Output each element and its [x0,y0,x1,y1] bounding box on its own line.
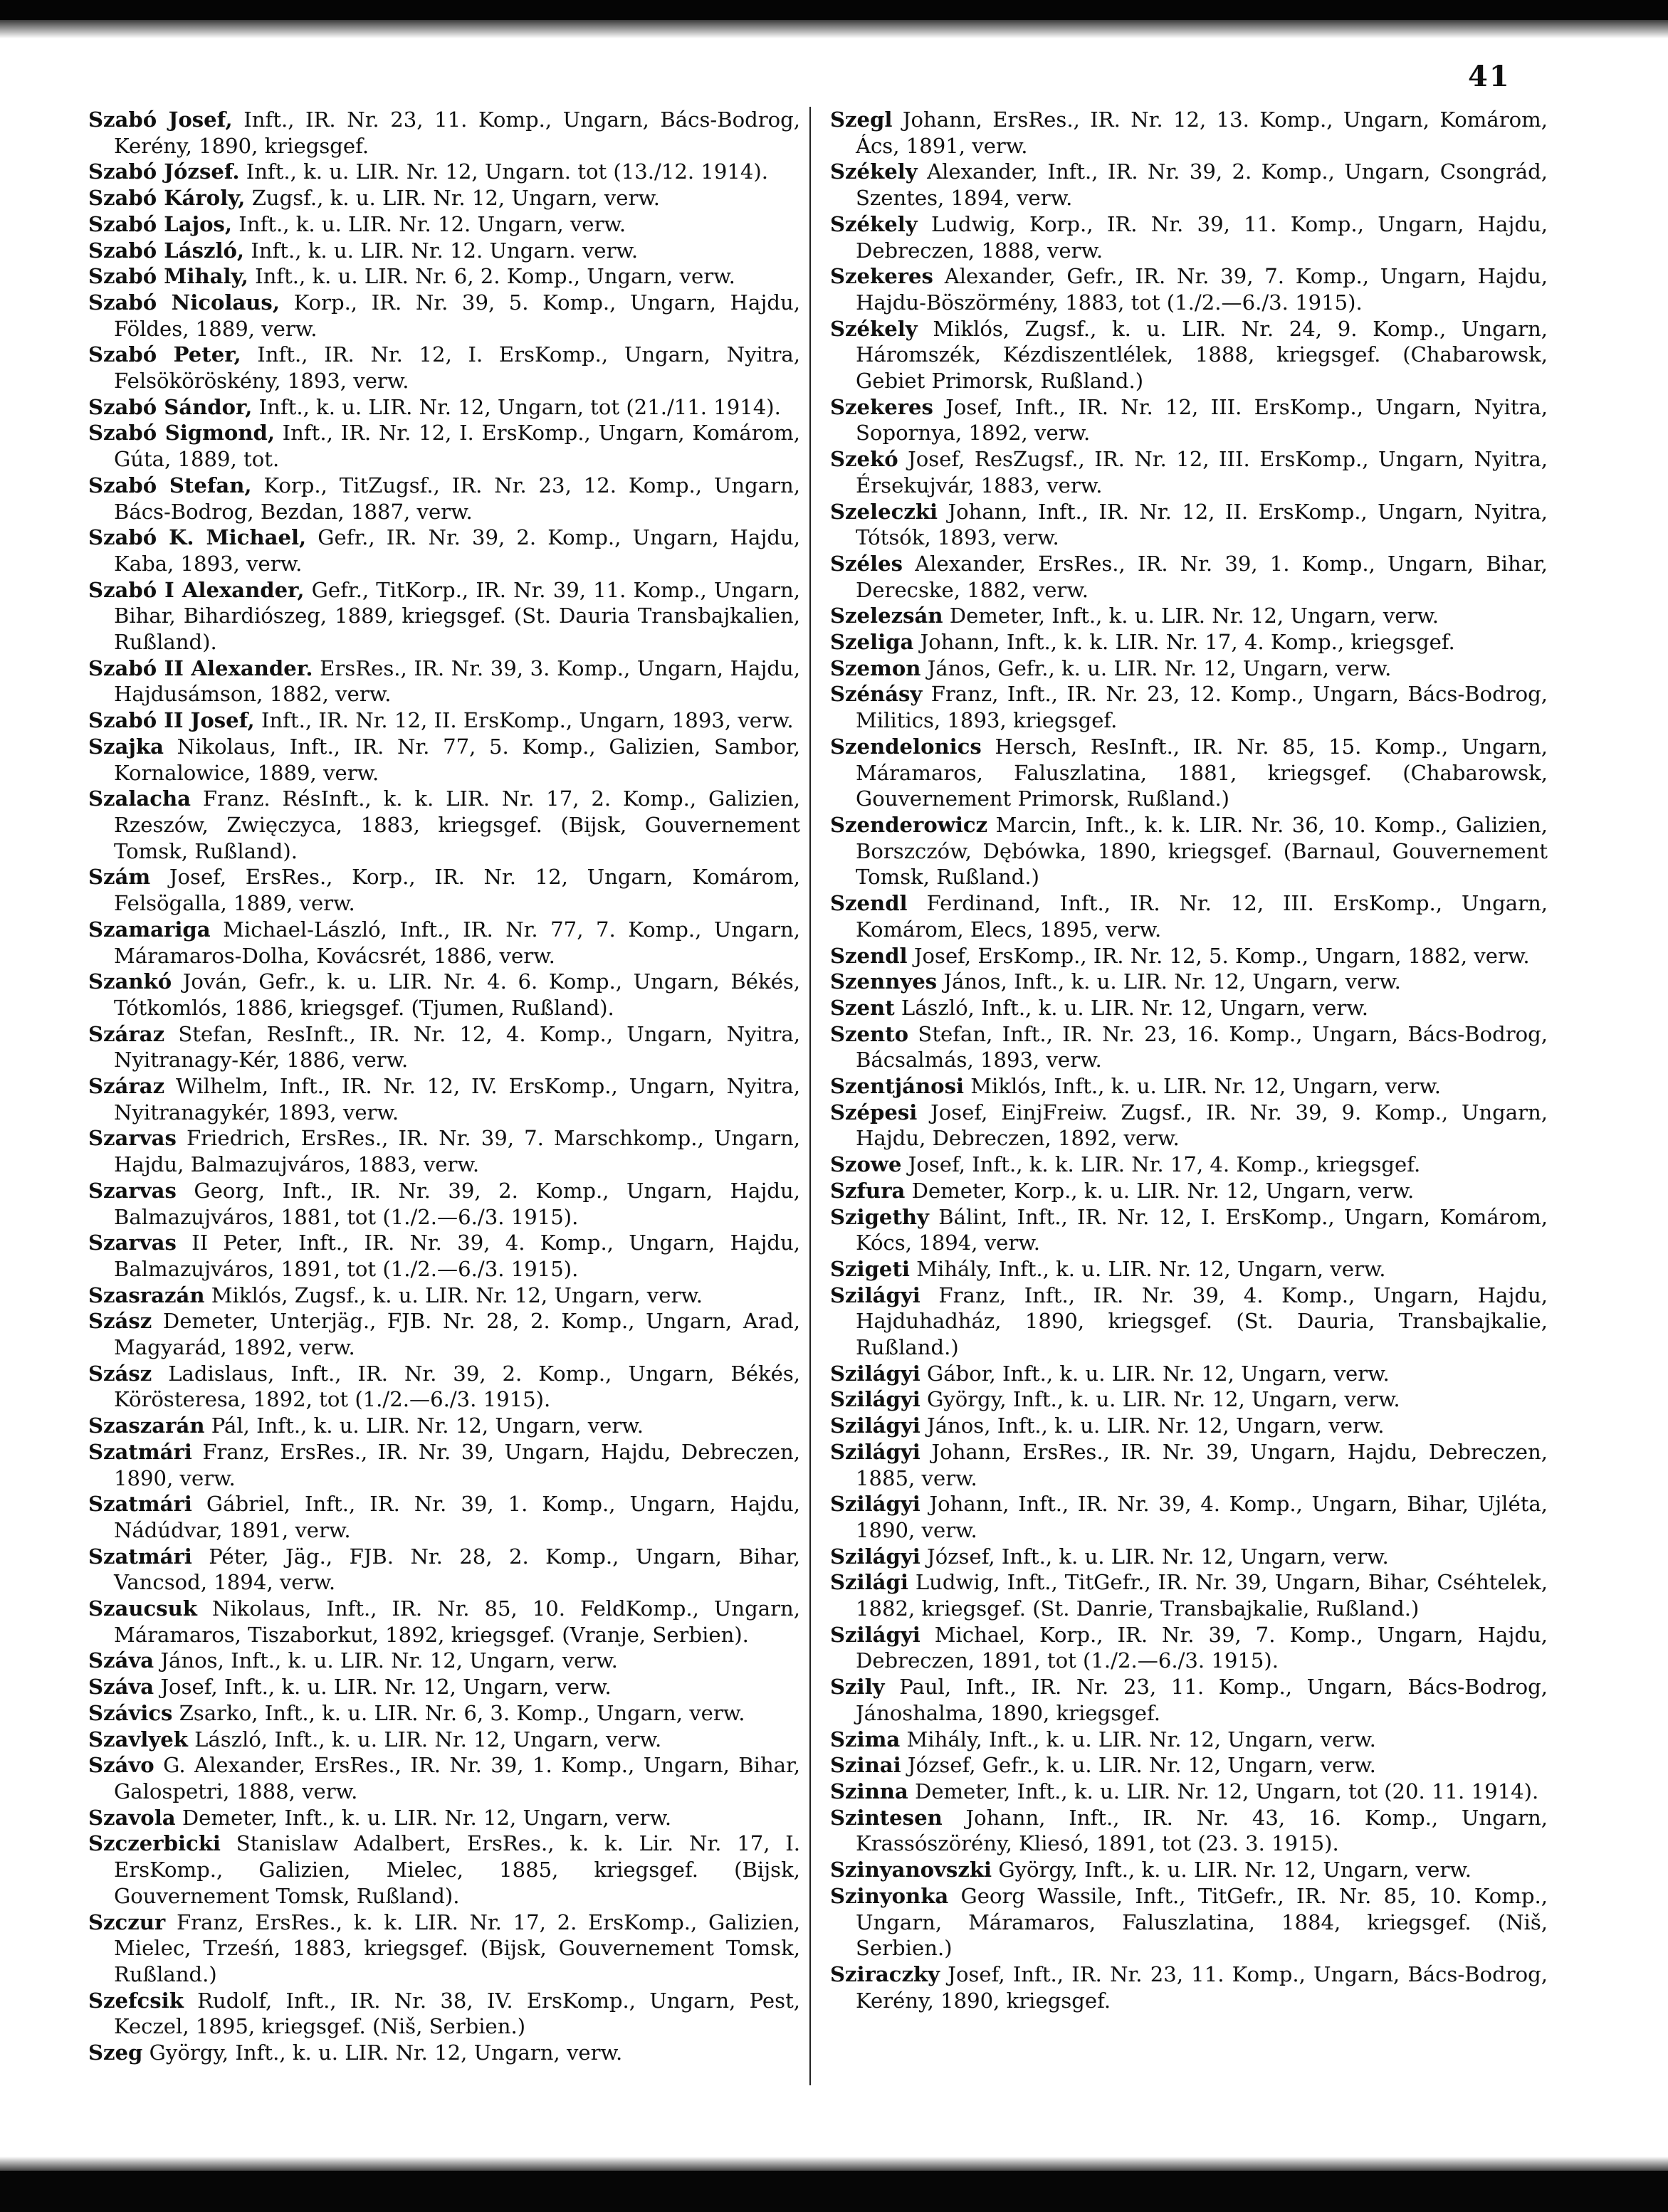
entry-name: Szabó Sigmond, [88,421,275,446]
entry-details: Josef, ErsKomp., IR. Nr. 12, 5. Komp., Ungarn, 1882, verw. [913,943,1530,968]
list-item [830,1152,1548,1178]
entry-details: Marcin, Inft., k. k. LIR. Nr. 36, 10. Komp., Galizien, Borszczów, Dębówka, 1890, kriegsgef. (Barnaul, Gouvernement Tomsk, Rußland.) [856,812,1548,890]
entry-name: Szaszarán [88,1413,205,1438]
list-item [88,1125,800,1177]
entry-details: Franz, Inft., IR. Nr. 39, 4. Komp., Ungarn, Hajdu, Hajduhadház, 1890, kriegsgef. (St. Dauria, Transbajkalie, Rußland.) [856,1283,1548,1360]
entry-details: György, Inft., k. u. LIR. Nr. 12, Ungarn, verw. [927,1387,1400,1412]
entry-name: Szarvas [88,1231,177,1255]
entry-details: Friedrich, ErsRes., IR. Nr. 39, 7. Marschkomp., Ungarn, Hajdu, Balmazujváros, 1883, verw. [114,1126,800,1177]
list-item [830,734,1548,812]
entry-details: György, Inft., k. u. LIR. Nr. 12, Ungarn, verw. [149,2040,623,2065]
entry-name: Szilágyi [830,1622,920,1647]
list-item [88,263,800,290]
entry-details: Josef, EinjFreiw. Zugsf., IR. Nr. 39, 9. Komp., Ungarn, Hajdu, Debreczen, 1892, verw. [856,1100,1548,1151]
entry-name: Szabó László, [88,238,245,263]
entry-name: Szento [830,1021,909,1046]
entry-details: Stanislaw Adalbert, ErsRes., k. k. Lir. Nr. 17, I. ErsKomp., Galizien, Mielec, 1885, kriegsgef. (Bijsk, Gouvernement Tomsk, Rußland). [114,1831,801,1908]
list-item [830,1204,1548,1256]
entry-details: Paul, Inft., IR. Nr. 23, 11. Komp., Ungarn, Bács-Bodrog, Jánoshalma, 1890, kriegsgef. [856,1675,1548,1725]
list-item [830,943,1548,969]
entry-name: Szavlyek [88,1727,188,1752]
list-item [88,577,800,655]
list-item [88,1805,800,1831]
list-item [830,1674,1548,1726]
list-item [830,1857,1548,1883]
list-item [88,969,800,1021]
entry-details: János, Gefr., k. u. LIR. Nr. 12, Ungarn, verw. [927,655,1392,680]
entry-name: Szeg [88,2040,143,2065]
entry-name: Száva [88,1648,154,1673]
entry-name: Szczerbicki [88,1831,221,1856]
entry-name: Szajka [88,734,164,759]
entry-name: Szabó József. [88,159,240,184]
entry-name: Szarvas [88,1126,177,1151]
list-item [830,551,1548,603]
entry-details: László, Inft., k. u. LIR. Nr. 12, Ungarn, verw. [901,995,1368,1020]
entry-details: József, Gefr., k. u. LIR. Nr. 12, Ungarn, verw. [907,1753,1376,1778]
entry-name: Szent [830,995,895,1020]
entry-name: Szigethy [830,1204,929,1229]
entry-details: Stefan, Inft., IR. Nr. 23, 16. Komp., Ungarn, Bács-Bodrog, Bácsalmás, 1893, verw. [856,1021,1548,1073]
list-item [830,1256,1548,1283]
entry-details: Alexander, Inft., IR. Nr. 39, 2. Komp., Ungarn, Csongrád, Szentes, 1894, verw. [856,159,1548,211]
list-item [830,812,1548,890]
entry-name: Szatmári [88,1439,192,1464]
entry-details: Mihály, Inft., k. u. LIR. Nr. 12, Ungarn, verw. [906,1727,1376,1752]
list-item [88,1283,800,1309]
list-item [830,1386,1548,1413]
entry-details: Péter, Jäg., FJB. Nr. 28, 2. Komp., Ungarn, Bihar, Vancsod, 1894, verw. [114,1544,800,1595]
list-item [830,394,1548,446]
column-divider [809,107,811,2085]
entry-name: Széles [830,551,903,576]
entry-details: Korp., IR. Nr. 39, 5. Komp., Ungarn, Hajdu, Földes, 1889, verw. [114,290,801,341]
scan-border-bottom [0,2171,1668,2212]
list-item [88,1021,800,1073]
entry-details: Stefan, ResInft., IR. Nr. 12, 4. Komp., Ungarn, Nyitra, Nyitranagy-Kér, 1886, verw. [114,1021,800,1073]
entry-name: Szilágyi [830,1439,920,1464]
entry-details: Korp., TitZugsf., IR. Nr. 23, 12. Komp., Ungarn, Bács-Bodrog, Bezdan, 1887, verw. [114,473,800,524]
entry-details: Josef, Inft., IR. Nr. 12, III. ErsKomp., Ungarn, Nyitra, Sopornya, 1892, verw. [856,394,1548,446]
list-item [830,499,1548,551]
list-item [830,1622,1548,1674]
list-item [830,1883,1548,1961]
entry-details: Ludwig, Inft., TitGefr., IR. Nr. 39, Ungarn, Bihar, Cséhtelek, 1882, kriegsgef. (St. Danrie, Transbajkalie, Rußland.) [856,1570,1548,1621]
list-item [830,316,1548,394]
entry-details: Zugsf., k. u. LIR. Nr. 12, Ungarn, verw. [251,186,661,211]
entry-details: Inft., k. u. LIR. Nr. 12. Ungarn. verw. [251,238,639,263]
entry-name: Szaucsuk [88,1596,197,1621]
list-item [88,1178,800,1230]
list-item [88,1439,800,1491]
entry-name: Szabó Nicolaus, [88,290,280,315]
entry-name: Szinyonka [830,1883,949,1908]
right-column [830,107,1548,2013]
list-item [88,211,800,238]
entry-name: Szénásy [830,682,923,707]
entry-name: Szennyes [830,969,938,994]
entry-name: Szabó I Alexander, [88,577,305,602]
list-item [88,2040,800,2066]
list-item [88,1413,800,1439]
list-item [88,1308,800,1360]
entry-details: II Peter, Inft., IR. Nr. 39, 4. Komp., Ungarn, Hajdu, Balmazujváros, 1891, tot (1./2.—6./3. 1915). [114,1231,800,1281]
entry-name: Szily [830,1675,885,1700]
list-item [830,1544,1548,1570]
entry-details: Inft., IR. Nr. 12, I. ErsKomp., Ungarn, Nyitra, Felsököröskény, 1893, verw. [114,342,801,394]
entry-details: Georg, Inft., IR. Nr. 39, 2. Komp., Ungarn, Hajdu, Balmazujváros, 1881, tot (1./2.—6./3. 1915). [114,1178,800,1229]
entry-details: Inft., k. u. LIR. Nr. 6, 2. Komp., Ungarn, verw. [255,264,735,289]
entry-details: Johann, Inft., k. k. LIR. Nr. 17, 4. Komp., kriegsgef. [920,630,1455,655]
list-item [830,211,1548,263]
list-item [830,1021,1548,1073]
entry-name: Szenderowicz [830,812,988,837]
list-item [830,1805,1548,1857]
list-item [830,1779,1548,1805]
entry-details: Inft., k. u. LIR. Nr. 12, Ungarn. tot (13./12. 1914). [246,159,768,184]
entry-details: Josef, Inft., k. k. LIR. Nr. 17, 4. Komp., kriegsgef. [908,1152,1421,1177]
list-item [88,1544,800,1596]
entry-name: Szeleczki [830,499,938,524]
list-item [830,1961,1548,2013]
entry-name: Szinai [830,1753,901,1778]
page-number: 41 [1468,60,1511,93]
entry-name: Száva [88,1675,154,1700]
entry-details: Hersch, ResInft., IR. Nr. 85, 15. Komp., Ungarn, Máramaros, Faluszlatina, 1881, kriegsgef. (Chabarowsk, Gouvernement Primorsk, Rußland.) [856,734,1548,811]
entry-name: Szegl [830,107,893,132]
entry-details: Gábriel, Inft., IR. Nr. 39, 1. Komp., Ungarn, Hajdu, Nádúdvar, 1891, verw. [114,1492,800,1542]
entry-details: Demeter, Unterjäg., FJB. Nr. 28, 2. Komp., Ungarn, Arad, Magyarád, 1892, verw. [114,1309,800,1360]
entry-name: Szilágyi [830,1283,920,1307]
entry-name: Szabó Károly, [88,186,246,211]
entry-name: Szatmári [88,1492,192,1517]
list-item [88,473,800,525]
list-item [88,1752,800,1804]
entry-name: Szabó K. Michael, [88,525,307,550]
entry-details: Nikolaus, Inft., IR. Nr. 85, 10. FeldKomp., Ungarn, Máramaros, Tiszaborkut, 1892, kriegsgef. (Vranje, Serbien). [114,1596,800,1647]
entry-name: Szeliga [830,630,914,655]
list-item [88,1491,800,1543]
entry-details: Inft., IR. Nr. 23, 11. Komp., Ungarn, Bács-Bodrog, Kerény, 1890, kriegsgef. [114,107,801,158]
entry-name: Szemon [830,655,921,680]
entry-details: Franz, Inft., IR. Nr. 23, 12. Komp., Ungarn, Bács-Bodrog, Militics, 1893, kriegsgef. [856,682,1548,733]
entry-name: Szász [88,1361,152,1386]
list-item [88,394,800,421]
entry-details: Josef, ErsRes., Korp., IR. Nr. 12, Ungarn, Komárom, Felsögalla, 1889, verw. [114,865,801,916]
entry-name: Szabó Stefan, [88,473,252,497]
entry-name: Szendl [830,891,908,916]
list-item [88,107,800,159]
entry-details: Georg Wassile, Inft., TitGefr., IR. Nr. 85, 10. Komp., Ungarn, Máramaros, Faluszlatina, 1884, kriegsgef. (Niš, Serbien.) [856,1883,1548,1961]
entry-name: Szekó [830,447,898,472]
list-item [88,1727,800,1753]
entry-details: János, Inft., k. u. LIR. Nr. 12, Ungarn, verw. [943,969,1401,994]
list-item [830,107,1548,159]
entry-details: Johann, Inft., IR. Nr. 43, 16. Komp., Ungarn, Krassószörény, Kliesó, 1891, tot (23. 3. 1915). [856,1805,1548,1856]
list-item [88,159,800,185]
entry-details: Ludwig, Korp., IR. Nr. 39, 11. Komp., Ungarn, Hajdu, Debreczen, 1888, verw. [856,211,1548,263]
list-item [830,655,1548,682]
entry-details: Miklós, Zugsf., k. u. LIR. Nr. 12, Ungarn, verw. [211,1283,703,1307]
entry-name: Szatmári [88,1544,192,1569]
entry-name: Szendelonics [830,734,982,759]
list-item [830,1361,1548,1387]
list-item [88,1230,800,1282]
list-item [830,1178,1548,1204]
entry-name: Szabó II Josef, [88,708,255,733]
list-item [88,655,800,707]
list-item [88,290,800,342]
entry-details: Rudolf, Inft., IR. Nr. 38, IV. ErsKomp., Ungarn, Pest, Keczel, 1895, kriegsgef. (Niš, Serbien.) [114,1988,801,2039]
entry-name: Szilágyi [830,1492,920,1517]
scan-border-top [0,0,1668,20]
entry-details: Franz, ErsRes., IR. Nr. 39, Ungarn, Hajdu, Debreczen, 1890, verw. [114,1439,800,1490]
entry-details: János, Inft., k. u. LIR. Nr. 12, Ungarn, verw. [160,1648,618,1673]
entry-details: Mihály, Inft., k. u. LIR. Nr. 12, Ungarn, verw. [916,1256,1386,1281]
list-item [88,1648,800,1674]
entry-details: Gefr., IR. Nr. 39, 2. Komp., Ungarn, Hajdu, Kaba, 1893, verw. [114,525,801,576]
entry-name: Szabó Josef, [88,107,233,132]
entry-details: Josef, ResZugsf., IR. Nr. 12, III. ErsKomp., Ungarn, Nyitra, Érsekujvár, 1883, verw. [856,447,1548,497]
entry-name: Székely [830,211,918,236]
entry-details: Demeter, Inft., k. u. LIR. Nr. 12, Ungarn, verw. [949,604,1439,628]
entry-details: G. Alexander, ErsRes., IR. Nr. 39, 1. Komp., Ungarn, Bihar, Galospetri, 1888, verw. [114,1753,801,1803]
entry-details: Michael-László, Inft., IR. Nr. 77, 7. Komp., Ungarn, Máramaros-Dolha, Kovácsrét, 1886, verw. [114,917,800,968]
list-item [830,1752,1548,1779]
entry-name: Szigeti [830,1256,910,1281]
entry-details: Franz, ErsRes., k. k. LIR. Nr. 17, 2. ErsKomp., Galizien, Mielec, Trześń, 1883, kriegsgef. (Bijsk, Gouvernement Tomsk, Rußland.) [114,1910,801,1986]
entry-name: Szankó [88,969,172,994]
entry-details: Johann, ErsRes., IR. Nr. 39, Ungarn, Hajdu, Debreczen, 1885, verw. [856,1439,1548,1490]
list-item [830,446,1548,498]
list-item [88,864,800,916]
entry-name: Szilági [830,1570,908,1595]
list-item [830,1439,1548,1491]
entry-details: Josef, Inft., k. u. LIR. Nr. 12, Ungarn, verw. [160,1675,612,1700]
entry-details: Alexander, Gefr., IR. Nr. 39, 7. Komp., Ungarn, Hajdu, Hajdu-Böszörmény, 1883, tot (1./2.—6./3. 1915). [856,264,1548,315]
list-item [830,1283,1548,1361]
list-item [88,1361,800,1413]
entry-details: Zsarko, Inft., k. u. LIR. Nr. 6, 3. Komp., Ungarn, verw. [179,1700,745,1725]
entry-name: Szász [88,1309,152,1334]
entry-name: Szávics [88,1700,173,1725]
list-item [830,263,1548,315]
list-item [88,1831,800,1909]
entry-name: Szabó Sándor, [88,394,253,419]
list-item [88,1910,800,1988]
entry-details: Michael, Korp., IR. Nr. 39, 7. Komp., Ungarn, Hajdu, Debreczen, 1891, tot (1./2.—6./3. 1915). [856,1622,1548,1673]
entry-details: József, Inft., k. u. LIR. Nr. 12, Ungarn, verw. [927,1544,1389,1569]
entry-details: Pál, Inft., k. u. LIR. Nr. 12, Ungarn, verw. [211,1413,644,1438]
entry-name: Szabó Mihaly, [88,264,248,289]
list-item [830,603,1548,629]
list-item [88,185,800,211]
list-item [830,1491,1548,1543]
entry-details: Inft., IR. Nr. 12, II. ErsKomp., Ungarn, 1893, verw. [261,708,794,733]
entry-name: Szinna [830,1779,908,1803]
entry-name: Szinyanovszki [830,1858,992,1882]
entry-name: Szabó Lajos, [88,211,233,236]
list-item [88,734,800,786]
scan-shadow-bottom [0,2156,1668,2171]
entry-details: ErsRes., IR. Nr. 39, 3. Komp., Ungarn, Hajdu, Hajdusámson, 1882, verw. [114,655,800,707]
entry-details: Inft., IR. Nr. 12, I. ErsKomp., Ungarn, Komárom, Gúta, 1889, tot. [114,421,800,472]
list-item [88,342,800,394]
entry-details: Bálint, Inft., IR. Nr. 12, I. ErsKomp., Ungarn, Komárom, Kócs, 1894, verw. [856,1204,1548,1255]
entry-details: Johann, Inft., IR. Nr. 12, II. ErsKomp., Ungarn, Nyitra, Tótsók, 1893, verw. [856,499,1548,550]
entry-details: Gefr., TitKorp., IR. Nr. 39, 11. Komp., Ungarn, Bihar, Bihardiószeg, 1889, kriegsgef. (St. Dauria Transbajkalien, Rußland). [114,577,801,655]
entry-details: Miklós, Inft., k. u. LIR. Nr. 12, Ungarn, verw. [970,1074,1442,1099]
entry-name: Sziraczky [830,1961,940,1986]
entry-details: Wilhelm, Inft., IR. Nr. 12, IV. ErsKomp., Ungarn, Nyitra, Nyitranagykér, 1893, verw. [114,1074,800,1125]
list-item [830,629,1548,655]
entry-name: Szekeres [830,394,933,419]
list-item [830,1073,1548,1100]
entry-name: Szabó II Alexander. [88,655,313,680]
entry-name: Szfura [830,1178,906,1203]
entry-name: Szavola [88,1805,176,1830]
entry-details: György, Inft., k. u. LIR. Nr. 12, Ungarn, verw. [998,1858,1472,1882]
entry-details: Gábor, Inft., k. u. LIR. Nr. 12, Ungarn, verw. [927,1361,1390,1386]
entry-details: Alexander, ErsRes., IR. Nr. 39, 1. Komp., Ungarn, Bihar, Derecske, 1882, verw. [856,551,1548,602]
entry-name: Szabó Peter, [88,342,241,367]
entry-details: Josef, Inft., IR. Nr. 23, 11. Komp., Ungarn, Bács-Bodrog, Kerény, 1890, kriegsgef. [856,1961,1548,2013]
list-item [830,1413,1548,1439]
list-item [88,786,800,864]
entry-name: Szilágyi [830,1413,920,1438]
entry-name: Szilágyi [830,1544,920,1569]
entry-details: Ladislaus, Inft., IR. Nr. 39, 2. Komp., Ungarn, Békés, Körösteresa, 1892, tot (1./2.—6./3. 1915). [114,1361,800,1412]
entry-name: Szelezsán [830,604,943,628]
entry-details: Nikolaus, Inft., IR. Nr. 77, 5. Komp., Galizien, Sambor, Kornalowice, 1889, verw. [114,734,801,785]
left-column [88,107,800,2066]
list-item [88,1073,800,1125]
entry-details: Johann, Inft., IR. Nr. 39, 4. Komp., Ungarn, Bihar, Ujléta, 1890, verw. [856,1492,1548,1542]
list-item [830,1100,1548,1152]
entry-details: Demeter, Inft., k. u. LIR. Nr. 12, Ungarn, verw. [182,1805,672,1830]
entry-name: Szczur [88,1910,166,1934]
entry-name: Szilágyi [830,1361,920,1386]
entry-details: János, Inft., k. u. LIR. Nr. 12, Ungarn, verw. [927,1413,1385,1438]
entry-name: Székely [830,159,918,184]
entry-name: Szowe [830,1152,902,1177]
entry-details: László, Inft., k. u. LIR. Nr. 12, Ungarn, verw. [194,1727,662,1752]
entry-details: Johann, ErsRes., IR. Nr. 12, 13. Komp., Ungarn, Komárom, Ács, 1891, verw. [856,107,1548,158]
scan-shadow-top [0,20,1668,38]
list-item [830,890,1548,942]
list-item [88,1674,800,1700]
list-item [88,238,800,264]
entry-name: Szentjánosi [830,1074,965,1099]
entry-name: Szasrazán [88,1283,205,1307]
entry-name: Szima [830,1727,901,1752]
list-item [88,1596,800,1648]
entry-details: Miklós, Zugsf., k. u. LIR. Nr. 24, 9. Komp., Ungarn, Háromszék, Kézdiszentlélek, 1888, kriegsgef. (Chabarowsk, Gebiet Primorsk, Rußland.) [856,316,1548,394]
list-item [88,525,800,576]
list-item [830,969,1548,995]
entry-name: Szépesi [830,1100,918,1125]
list-item [830,1727,1548,1753]
entry-name: Szamariga [88,917,211,942]
list-item [88,1988,800,2040]
list-item [88,420,800,472]
list-item [88,917,800,969]
entry-name: Székely [830,316,918,341]
entry-name: Szarvas [88,1178,177,1203]
entry-details: Inft., k. u. LIR. Nr. 12. Ungarn, verw. [238,211,626,236]
entry-name: Szefcsik [88,1988,184,2013]
entry-name: Szávo [88,1753,154,1778]
list-item [830,159,1548,211]
entry-name: Szintesen [830,1805,943,1830]
list-item [830,681,1548,733]
entry-name: Szám [88,865,151,890]
entry-details: Demeter, Inft., k. u. LIR. Nr. 12, Ungarn, tot (20. 11. 1914). [915,1779,1539,1803]
entry-name: Szendl [830,943,908,968]
entry-details: Jován, Gefr., k. u. LIR. Nr. 4. 6. Komp., Ungarn, Békés, Tótkomlós, 1886, kriegsgef. (Tjumen, Rußland). [114,969,800,1020]
entry-details: Franz. RésInft., k. k. LIR. Nr. 17, 2. Komp., Galizien, Rzeszów, Zwięczyca, 1883, kriegsgef. (Bijsk, Gouvernement Tomsk, Rußland). [114,786,801,863]
entry-name: Szilágyi [830,1387,920,1412]
list-item [830,1569,1548,1621]
entry-details: Ferdinand, Inft., IR. Nr. 12, III. ErsKomp., Ungarn, Komárom, Elecs, 1895, verw. [856,891,1548,942]
list-item [88,707,800,734]
list-item [830,995,1548,1021]
entry-name: Szekeres [830,264,933,289]
entry-name: Száraz [88,1021,165,1046]
entry-details: Demeter, Korp., k. u. LIR. Nr. 12, Ungarn, verw. [911,1178,1415,1203]
list-item [88,1700,800,1727]
entry-name: Szalacha [88,786,192,811]
entry-details: Inft., k. u. LIR. Nr. 12, Ungarn, tot (21./11. 1914). [258,394,781,419]
entry-name: Száraz [88,1074,165,1099]
